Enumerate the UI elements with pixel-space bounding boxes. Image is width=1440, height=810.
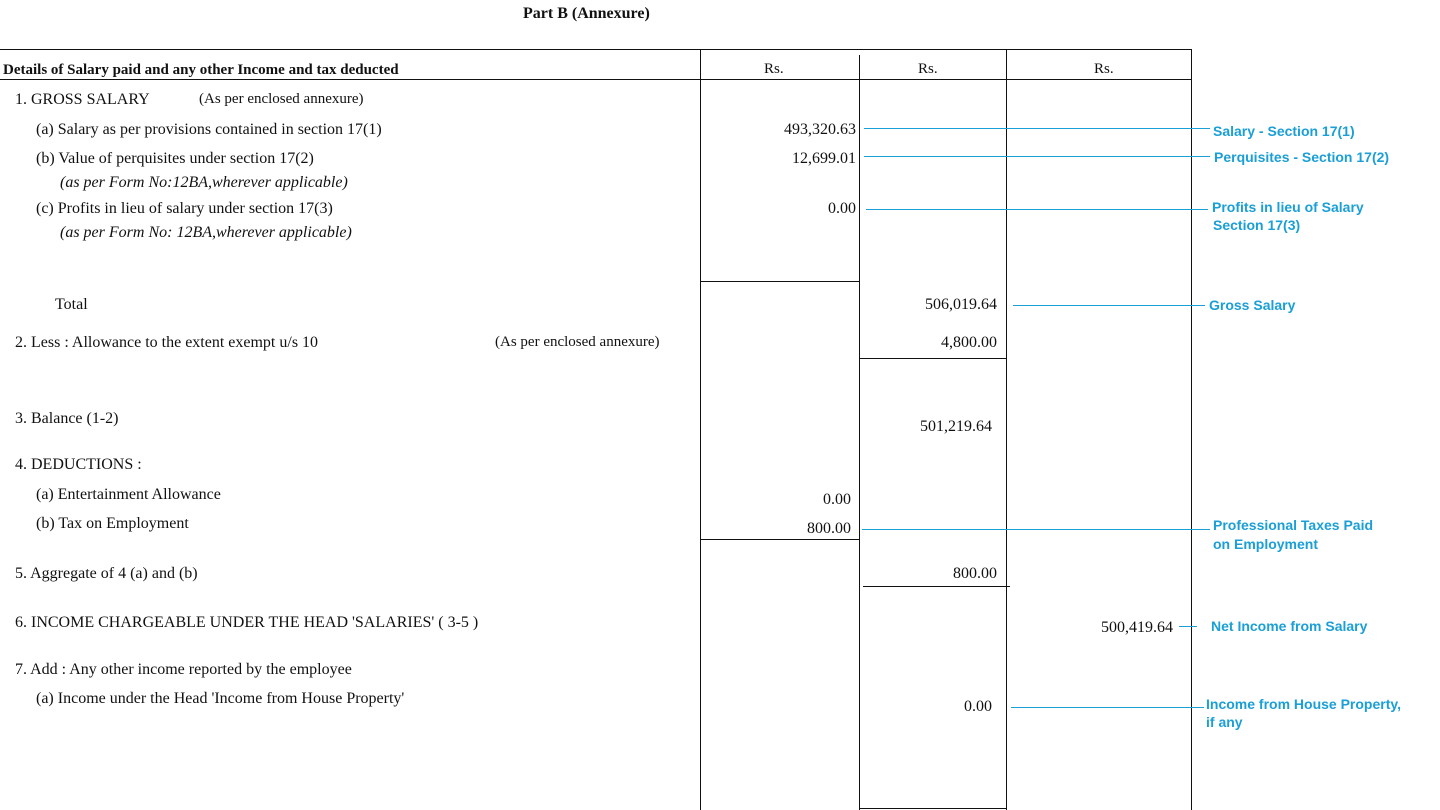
leader-line-house [1011, 707, 1204, 708]
annotation-perquisites: Perquisites - Section 17(2) [1214, 149, 1390, 165]
perquisites-17-2-sub: (as per Form No:12BA,wherever applicable) [60, 174, 348, 191]
perquisites-17-2-label: (b) Value of perquisites under section 17(2) [36, 150, 314, 167]
subtotal-rule-col1-deductions [700, 539, 860, 540]
subtotal-rule-col2 [859, 358, 1007, 359]
header-details-label: Details of Salary paid and any other Income and tax deducted [3, 62, 399, 78]
salary-17-1-label: (a) Salary as per provisions contained in section 17(1) [36, 121, 382, 138]
annotation-house-line1: Income from House Property, [1206, 696, 1402, 712]
income-chargeable-value: 500,419.64 [1101, 619, 1173, 636]
subtotal-rule-col2-aggregate [863, 586, 1010, 587]
gross-salary-label: 1. GROSS SALARY [15, 91, 150, 108]
profits-17-3-sub: (as per Form No: 12BA,wherever applicable) [60, 224, 352, 241]
balance-label: 3. Balance (1-2) [15, 410, 119, 427]
leader-line-prof-tax [862, 529, 1210, 530]
header-bottom-border [0, 79, 1192, 80]
balance-value: 501,219.64 [920, 418, 992, 435]
profits-17-3-value: 0.00 [828, 200, 856, 217]
leader-line-salary [864, 128, 1210, 129]
leader-line-profits [866, 209, 1208, 210]
less-allowance-label: 2. Less : Allowance to the extent exempt u/s 10 [15, 334, 319, 351]
entertainment-allowance-value: 0.00 [823, 491, 851, 508]
leader-line-net-income [1179, 626, 1197, 627]
leader-line-perquisites [864, 156, 1210, 157]
other-income-label: 7. Add : Any other income reported by the employee [15, 661, 352, 678]
profits-17-3-label: (c) Profits in lieu of salary under section 17(3) [36, 200, 333, 217]
annotation-net-income: Net Income from Salary [1211, 618, 1368, 634]
page-title: Part B (Annexure) [523, 5, 650, 22]
tax-on-employment-label: (b) Tax on Employment [36, 515, 189, 532]
house-property-value: 0.00 [964, 698, 992, 715]
subtotal-rule-col1 [700, 281, 860, 282]
annotation-gross: Gross Salary [1209, 297, 1296, 313]
annotation-profits-line2: Section 17(3) [1213, 217, 1301, 233]
gross-salary-note: (As per enclosed annexure) [199, 91, 364, 107]
total-label: Total [55, 296, 88, 313]
total-value: 506,019.64 [925, 296, 997, 313]
annotation-profits-line1: Profits in lieu of Salary [1212, 199, 1364, 215]
income-chargeable-label: 6. INCOME CHARGEABLE UNDER THE HEAD 'SALARIES' ( 3-5 ) [15, 614, 479, 631]
deductions-label: 4. DEDUCTIONS : [15, 456, 142, 473]
annotation-house-line2: if any [1206, 714, 1243, 730]
less-allowance-value: 4,800.00 [941, 334, 997, 351]
aggregate-label: 5. Aggregate of 4 (a) and (b) [15, 565, 198, 582]
aggregate-value: 800.00 [953, 565, 997, 582]
annotation-prof-tax-line2: on Employment [1213, 536, 1319, 552]
salary-17-1-value: 493,320.63 [784, 121, 856, 138]
annotation-prof-tax-line1: Professional Taxes Paid [1213, 517, 1374, 533]
header-col2-rs: Rs. [918, 61, 938, 77]
tax-on-employment-value: 800.00 [807, 520, 851, 537]
column-divider-4 [1191, 49, 1192, 810]
leader-line-gross [1013, 305, 1205, 306]
table-top-border [0, 49, 1192, 50]
entertainment-allowance-label: (a) Entertainment Allowance [36, 486, 221, 503]
subtotal-rule-col2-bottom [859, 808, 1007, 809]
header-col1-rs: Rs. [764, 61, 784, 77]
annotation-salary: Salary - Section 17(1) [1213, 123, 1355, 139]
less-allowance-note: (As per enclosed annexure) [495, 334, 660, 350]
house-property-label: (a) Income under the Head 'Income from House Property' [36, 690, 405, 707]
perquisites-17-2-value: 12,699.01 [792, 150, 856, 167]
column-divider-3 [1006, 49, 1007, 810]
header-col3-rs: Rs. [1094, 61, 1114, 77]
